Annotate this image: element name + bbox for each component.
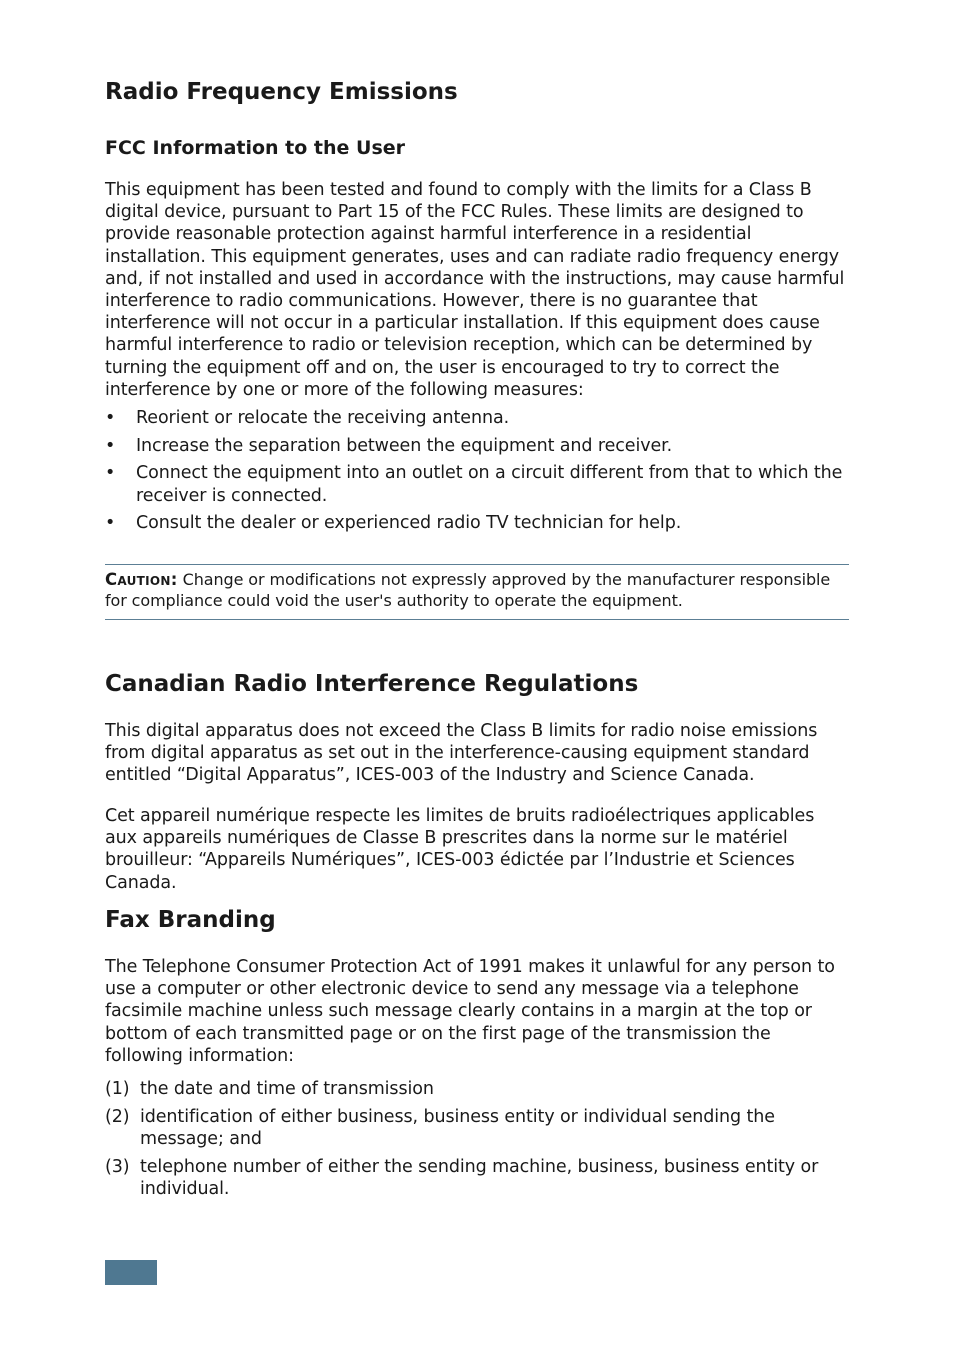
- bullet-icon: •: [105, 435, 116, 456]
- bullet-icon: •: [105, 513, 116, 534]
- section-title-fax-branding: Fax Branding: [105, 907, 276, 933]
- list-item-text: telephone number of either the sending machine, business, business entity or individual.: [140, 1156, 819, 1199]
- list-item-number: (2): [105, 1106, 130, 1127]
- canadian-paragraph-french: Cet appareil numérique respecte les limites de bruits radioélectriques applicables aux appareils numériques de Classe B prescrites dans la norme sur le matériel brouilleur: “Appareils Numériques”, ICES-003 édictée par l’Industrie et Sciences Canada.: [105, 806, 815, 893]
- list-item-number: (1): [105, 1079, 130, 1099]
- section-title-radio-frequency: Radio Frequency Emissions: [105, 79, 458, 105]
- fcc-measures-list: [105, 407, 850, 540]
- list-item-text: identification of either business, business entity or individual sending the message; and: [140, 1106, 775, 1149]
- list-item-text: Increase the separation between the equipment and receiver.: [136, 435, 673, 456]
- caution-text: Change or modifications not expressly approved by the manufacturer responsible for compliance could void the user's authority to operate the equipment.: [105, 570, 831, 610]
- bullet-icon: •: [105, 463, 116, 484]
- subsection-title-fcc: FCC Information to the User: [105, 137, 406, 159]
- list-item-text: Consult the dealer or experienced radio TV technician for help.: [136, 513, 682, 534]
- page-number-tab: [105, 1260, 157, 1285]
- fax-info-list: [105, 1078, 850, 1206]
- caution-note: [105, 564, 849, 620]
- fcc-paragraph: This equipment has been tested and found to comply with the limits for a Class B digital device, pursuant to Part 15 of the FCC Rules. These limits are designed to provide reasonable protection against harmful interference in a residential installation. This equipment generates, uses and can radiate radio frequency energy and, if not installed and used in accordance with the instructions, may cause harmful interference to radio communications. However, there is no guarantee that interference will not occur in a particular installation. If this equipment does cause harmful interference to radio or television reception, which can be determined by turning the equipment off and on, the user is encouraged to try to correct the interference by one or more of the following measures:: [105, 180, 845, 400]
- caution-label: Caution:: [105, 570, 178, 589]
- list-item: [105, 462, 850, 506]
- fax-branding-paragraph: The Telephone Consumer Protection Act of 1991 makes it unlawful for any person to use a computer or other electronic device to send any message via a telephone facsimile machine unless such message clearly contains in a margin at the top or bottom of each transmitted page or on the first page of the transmission the following information:: [105, 957, 835, 1066]
- list-item: [105, 512, 850, 534]
- list-item: [105, 407, 850, 429]
- list-item-text: Reorient or relocate the receiving antenna.: [136, 408, 510, 428]
- list-item-text: Connect the equipment into an outlet on a circuit different from that to which the receiver is connected.: [136, 463, 843, 506]
- list-item: [105, 1078, 850, 1100]
- list-item: [105, 1156, 850, 1200]
- list-item: [105, 435, 850, 457]
- section-title-canadian: Canadian Radio Interference Regulations: [105, 671, 639, 697]
- list-item-number: (3): [105, 1156, 130, 1177]
- list-item-text: the date and time of transmission: [140, 1079, 434, 1099]
- bullet-icon: •: [105, 408, 116, 428]
- canadian-paragraph-english: This digital apparatus does not exceed the Class B limits for radio noise emissions from digital apparatus as set out in the interference-causing equipment standard entitled “Digital Apparatus”, ICES-003 of the Industry and Science Canada.: [105, 721, 818, 786]
- list-item: [105, 1106, 850, 1150]
